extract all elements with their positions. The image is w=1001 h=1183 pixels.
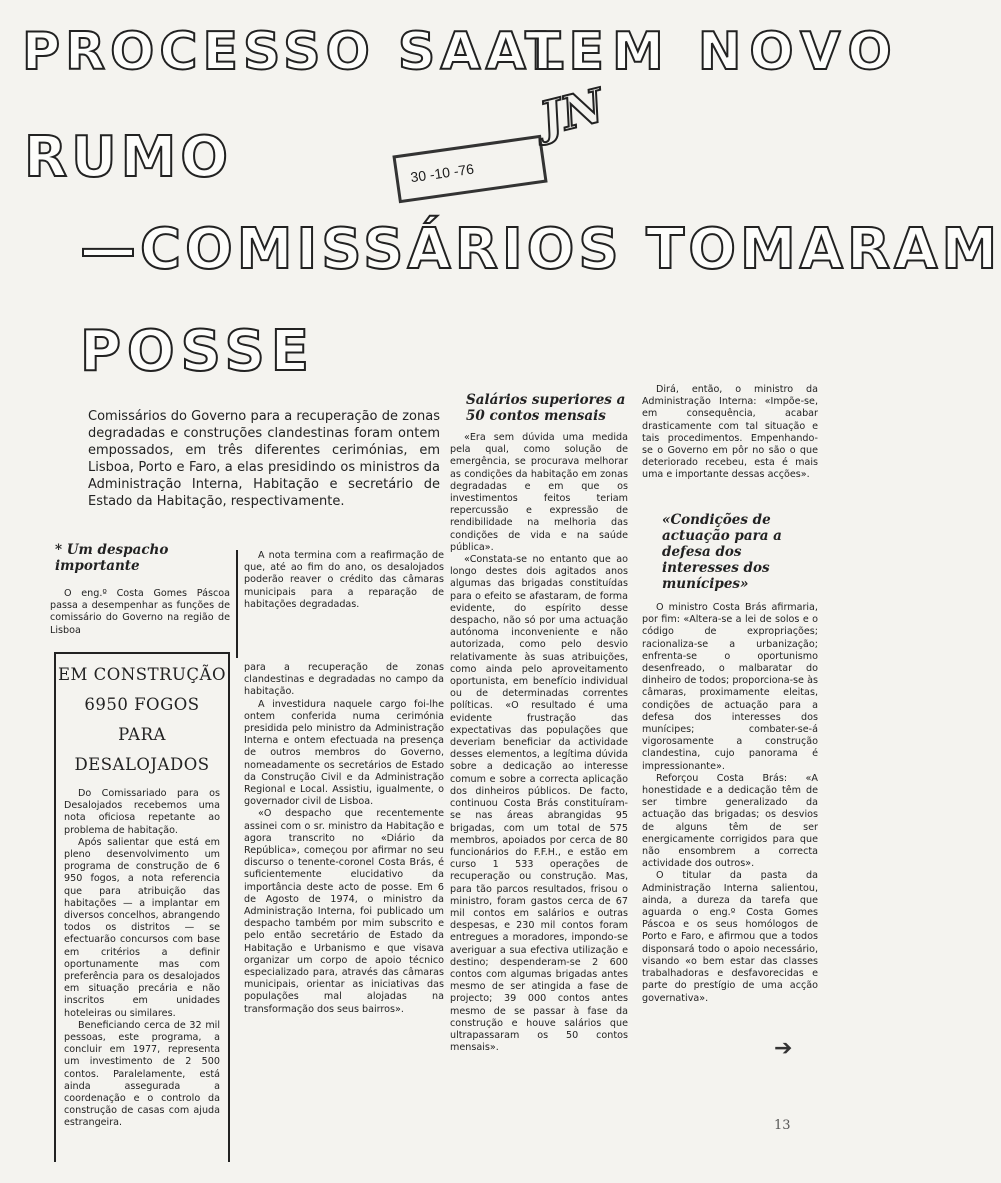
headline-line-1-left: PROCESSO SAAL xyxy=(22,22,569,82)
box-paragraph-1: Do Comissariado para os Desalojados recebemos uma nota oficiosa repetante ao problema de habitação. xyxy=(64,788,220,836)
col2-top-note xyxy=(236,550,444,658)
col2-paragraph-3: «O despacho que recentemente assinei com o sr. ministro da Habitação e agora transcrito no «Diário da República», começou por afirmar no seu discurso o tenente-coronel Costa Brás, é suficientemente elucidativo da importância deste acto de posse. Em 6 de Agosto de 1974, o ministro da Administração Interna, foi publicado um despacho também por mim subscrito e pelo então secretário de Estado da Habitação e Urbanismo e que visava organizar um corpo de apoio técnico especializado para, através das câmaras municipais, orientar as iniciativas das populações mal alojadas na transformação dos seus bairros». xyxy=(244,808,444,1015)
box-paragraph-3: Beneficiando cerca de 32 mil pessoas, este programa, a concluir em 1977, representa um investimento de 2 500 contos. Paralelamente, está ainda assegurada a coordenação e o controlo da construção de casas com ajuda estrangeira. xyxy=(64,1019,220,1129)
subhead-salarios: Salários superiores a 50 contos mensais xyxy=(466,392,626,424)
box-title-3: PARA DESALOJADOS xyxy=(74,725,210,774)
col3-paragraph-1: «Era sem dúvida uma medida pela qual, como solução de emergência, se procurava melhorar as condições da habitação em zonas degradadas e em que os investimentos feitos teriam repercussão e expressão de rendibilidade na melhoria das condições de vida e na saúde pública». xyxy=(450,432,628,553)
headline-line-2: RUMO xyxy=(24,125,232,190)
col2-paragraph-2: A investidura naquele cargo foi-lhe ontem conferida numa cerimónia presidida pelo ministro da Administração Interna e ontem efectuada na presença de outros membros do Governo, nomeadamente os secretários de Estado da Construção Civil e da Administração Regional e Local. Assistiu, igualmente, o governador civil de Lisboa. xyxy=(244,698,444,808)
jn-logo: JN xyxy=(534,78,610,146)
col1-intro-text: O eng.º Costa Gomes Páscoa passa a desempenhar as funções de comissário do Governo na região de Lisboa xyxy=(50,588,230,636)
date-stamp: 30 -10 -76 xyxy=(392,135,547,203)
subhead-condicoes: «Condições de actuação para a defesa dos interesses dos munícipes» xyxy=(662,512,782,592)
col4-paragraph-4: O titular da pasta da Administração Interna salientou, ainda, a dureza da tarefa que aguarda o eng.º Costa Gomes Páscoa e os seus homólogos de Porto e Faro, e afirmou que a todos disponsará todo o apoio necessário, visando «o bem estar das classes trabalhadoras e desfavorecidas e parte do prestígio de uma acção governativa». xyxy=(642,870,818,1004)
headline-line-3: —COMISSÁRIOS TOMARAM xyxy=(80,217,1001,282)
col4-paragraph-3: Reforçou Costa Brás: «A honestidade e a dedicação têm de ser timbre generalizado da actuação das brigadas; os desvios de alguns têm de ser energicamente corrigidos para que não ensombrem a correcta actividade dos outros». xyxy=(642,772,818,870)
subhead-despacho: * Um despacho importante xyxy=(55,542,169,574)
box-title-2: 6950 FOGOS xyxy=(84,695,200,714)
continue-arrow-icon: ➔ xyxy=(774,1035,793,1060)
col3-paragraph-2: «Constata-se no entanto que ao longo destes dois agitados anos algumas das brigadas constituídas para o efeito se afastaram, de forma evidente, do espírito desse despacho, não só por uma actuação autónoma inconveniente e não autorizada, como pelo desvio relativamente às suas atribuições, como ainda pelo aproveitamento oportunista, em benefício individual ou de determinadas correntes políticas. «O resultado é uma evidente frustração das expectativas das populações que deveriam beneficiar da actividade desses elementos, a legítima dúvida sobre a dedicação ao interesse comum e sobre a correcta aplicação dos dinheiros públicos. De facto, continuou Costa Brás constituíram-se nas áreas abrangidas 95 brigadas, com um total de 575 membros, apoiados por cerca de 80 funcionários do F.F.H., e estão em curso 1 533 operações de recuperação ou construção. Mas, para tão parcos resultados, frisou o ministro, foram gastos cerca de 67 mil contos em salários e outras despesas, e 230 mil contos foram entregues a moradores, impondo-se averiguar a sua efectiva utilização e destino; despenderam-se 2 600 contos com algumas brigadas antes mesmo de ser atingida a fase de projecto; 39 000 contos antes mesmo de se passar à fase da construção e houve salários que ultrapassaram os 50 contos mensais». xyxy=(450,554,628,1054)
col1-intro xyxy=(50,588,230,636)
lead-paragraph: Comissários do Governo para a recuperação de zonas degradadas e construções clandestinas foram ontem empossados, em três diferentes cerimónias, em Lisboa, Porto e Faro, a elas presidindo os ministros da Administração Interna, Habitação e secretário de Estado da Habitação, respectivamente. xyxy=(88,409,440,509)
col2-body xyxy=(244,662,444,1162)
page-number-mark: 13 xyxy=(774,1118,791,1133)
col4-paragraph-2: O ministro Costa Brás afirmaria, por fim: «Altera-se a lei de solos e o código de expropriações; racionaliza-se a urbanização; enfrenta-se o oportunismo desenfreado, o malbaratar do dinheiro de todos; proporciona-se às câmaras, proximamente eleitas, condições de actuação para a defesa dos interesses dos munícipes; combater-se-á vigorosamente a construção clandestina, cujo panorama é impressionante». xyxy=(642,602,818,772)
box-paragraph-2: Após salientar que está em pleno desenvolvimento um programa de construção de 6 950 fogos, a nota referencia que para atribuição das habitações — a implantar em diversos concelhos, abrangendo todos os distritos — se efectuarão concursos com base em critérios a definir oportunamente mas com preferência para os desalojados em situação precária e não inscritos em unidades hoteleiras ou similares. xyxy=(64,836,220,1019)
box-body xyxy=(56,780,228,1183)
col4-paragraph-1: Dirá, então, o ministro da Administração Interna: «Impõe-se, em consequência, acabar drasticamente com tal situação e tais procedimentos. Empenhando-se o Governo em pôr no são o que deteriorado recebeu, esta é mais uma e importante dessas acções». xyxy=(642,384,818,481)
col2-paragraph-1: para a recuperação de zonas clandestinas e degradadas no campo da habitação. xyxy=(244,662,444,698)
headline-line-4: POSSE xyxy=(80,319,316,384)
box-title-1: EM CONSTRUÇÃO xyxy=(58,665,226,684)
col4-body-2 xyxy=(642,602,818,1022)
col3-body xyxy=(450,432,628,1157)
col2-top-note-text: A nota termina com a reafirmação de que, até ao fim do ano, os desalojados poderão reaver o crédito das câmaras municipais para a reparação de habitações degradadas. xyxy=(244,550,444,610)
construction-box xyxy=(54,652,230,1162)
headline-line-1-right: TEM NOVO xyxy=(525,22,900,82)
col4-body xyxy=(642,384,818,496)
